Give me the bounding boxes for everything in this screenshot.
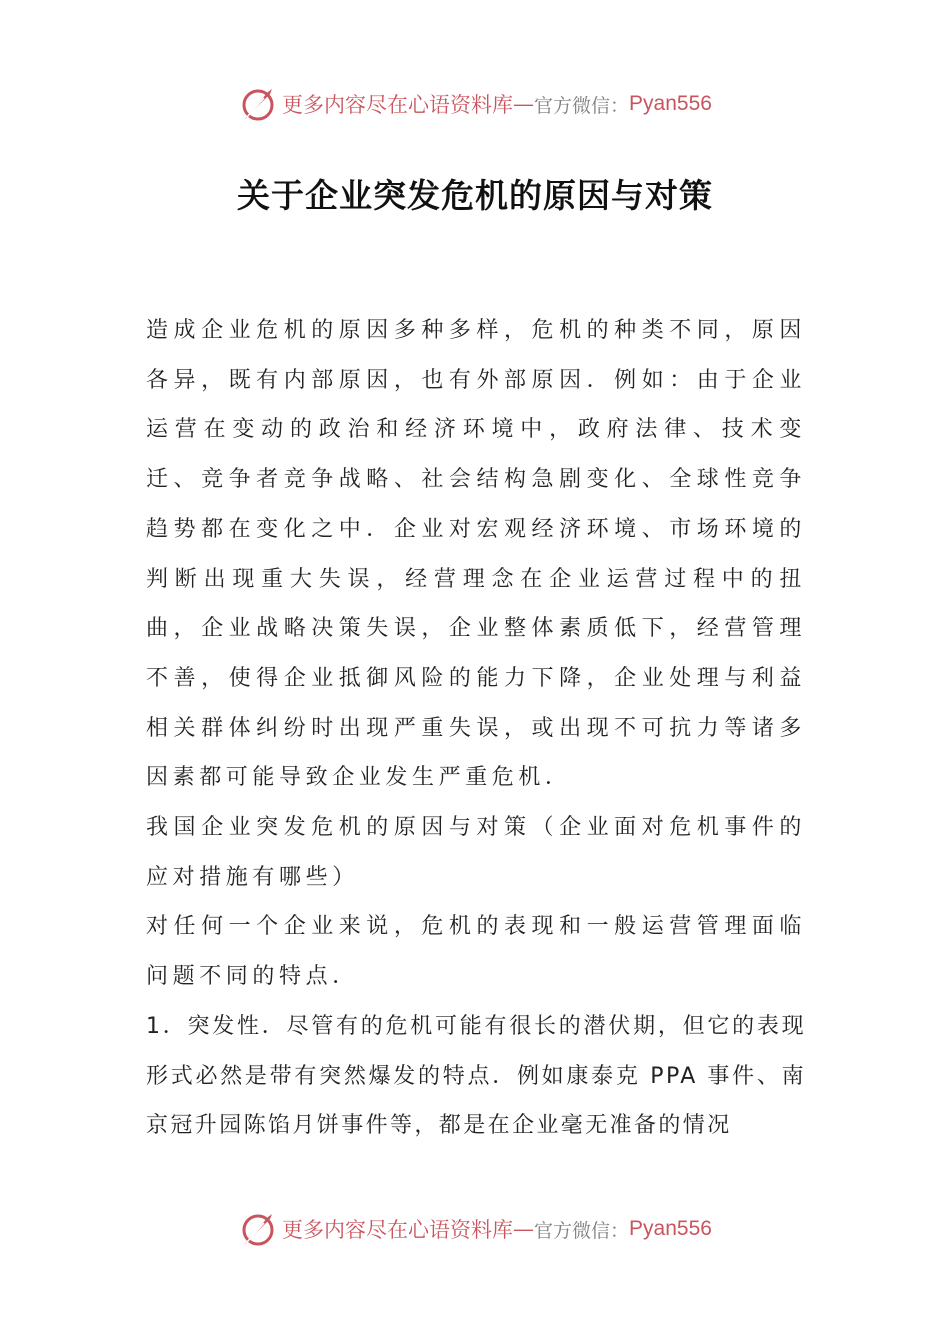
footer-watermark bbox=[0, 1207, 950, 1251]
banner-text: 更多内容尽在心语资料库 bbox=[282, 1218, 514, 1242]
banner-separator: — bbox=[513, 92, 535, 116]
document-title: 关于企业突发危机的原因与对策 bbox=[237, 176, 713, 215]
quill-pen-logo-icon bbox=[238, 84, 278, 124]
paragraph-causes: 造成企业危机的原因多种多样，危机的种类不同，原因各异，既有内部原因，也有外部原因．例如：由于企业运营在变动的政治和经济环境中，政府法律、技术变迁、竞争者竞争战略、社会结构急剧变化、全球性竞争趋势都在变化之中．企业对宏观经济环境、市场环境的判断出现重大失误，经营理念在企业运营过程中的扭曲，企业战略决策失误，企业整体素质低下，经营管理不善，使得企业抵御风险的能力下降，企业处理与利益相关群体纠纷时出现严重失误，或出现不可抗力等诸多因素都可能导致企业发生严重危机． bbox=[146, 318, 806, 791]
banner-wechat-id: Pyan556 bbox=[629, 1217, 712, 1240]
paragraph-heading: 我国企业突发危机的原因与对策（企业面对危机事件的应对措施有哪些） bbox=[146, 815, 806, 890]
quill-pen-logo-icon bbox=[238, 1209, 278, 1249]
banner-wechat-id: Pyan556 bbox=[629, 92, 712, 115]
banner-label: 官方微信： bbox=[534, 1219, 630, 1242]
banner-separator: — bbox=[513, 1217, 535, 1241]
banner-label: 官方微信： bbox=[534, 94, 630, 117]
banner-text: 更多内容尽在心语资料库 bbox=[282, 93, 514, 117]
paragraph-suddenness: 1．突发性．尽管有的危机可能有很长的潜伏期，但它的表现形式必然是带有突然爆发的特点．例如康泰克 PPA 事件、南京冠升园陈馅月饼事件等，都是在企业毫无准备的情况 bbox=[146, 1013, 806, 1139]
document-body bbox=[146, 306, 806, 1151]
header-watermark bbox=[0, 82, 950, 126]
paragraph-features-intro: 对任何一个企业来说，危机的表现和一般运营管理面临问题不同的特点． bbox=[146, 914, 806, 990]
